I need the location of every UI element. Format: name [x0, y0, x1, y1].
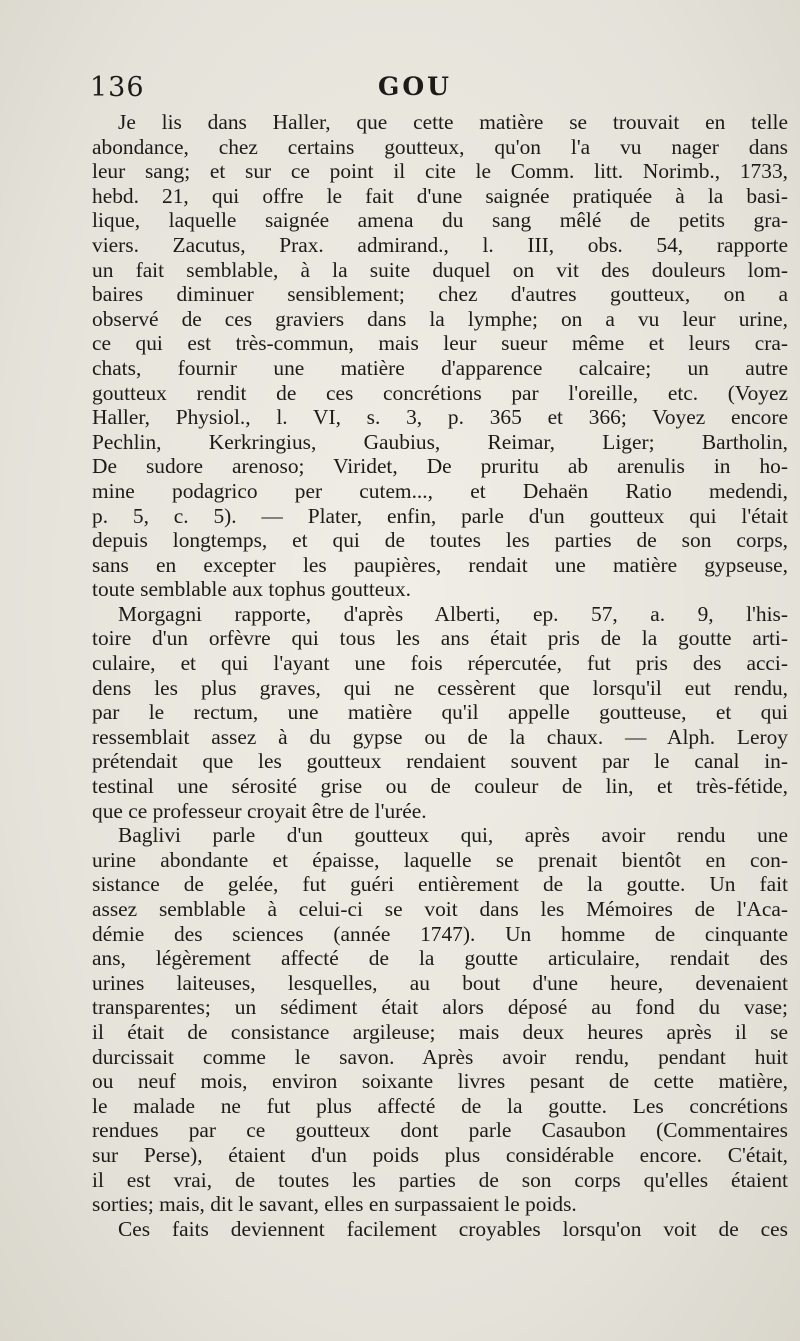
text-line: Pechlin, Kerkringius, Gaubius, Reimar, Liger; Bartholin,	[92, 429, 788, 454]
text-line: chats, fournir une matière d'apparence calcaire; un autre	[92, 355, 788, 380]
text-line: transparentes; un sédiment était alors déposé au fond du vase;	[92, 995, 788, 1020]
text-line: par le rectum, une matière qu'il appelle goutteuse, et qui	[92, 700, 788, 725]
running-head: GOU	[378, 72, 452, 101]
text-line: goutteux rendit de ces concrétions par l'oreille, etc. (Voyez	[92, 380, 788, 405]
text-line: Morgagni rapporte, d'après Alberti, ep. 57, a. 9, l'his-	[118, 601, 788, 626]
text-line: un fait semblable, à la suite duquel on vit des douleurs lom-	[92, 257, 788, 282]
text-line: il est vrai, de toutes les parties de son corps qu'elles étaient	[92, 1167, 788, 1192]
page-number: 136	[90, 72, 145, 103]
text-line: il était de consistance argileuse; mais deux heures après il se	[92, 1019, 788, 1044]
text-line: De sudore arenoso; Viridet, De pruritu ab arenulis in ho-	[92, 454, 788, 479]
text-line: sistance de gelée, fut guéri entièrement de la goutte. Un fait	[92, 872, 788, 897]
text-line: lique, laquelle saignée amena du sang mêlé de petits gra-	[92, 208, 788, 233]
text-line: mine podagrico per cutem..., et Dehaën Ratio medendi,	[92, 478, 788, 503]
text-line: testinal une sérosité grise ou de couleur de lin, et très-fétide,	[92, 774, 788, 799]
body-text	[92, 110, 788, 1241]
text-line: sorties; mais, dit le savant, elles en surpassaient le poids.	[92, 1192, 577, 1217]
text-line: démie des sciences (année 1747). Un homme de cinquante	[92, 921, 788, 946]
text-line: Ces faits deviennent facilement croyables lorsqu'on voit de ces	[118, 1216, 788, 1241]
text-line: culaire, et qui l'ayant une fois répercutée, fut pris des acci-	[92, 651, 788, 676]
text-line: Haller, Physiol., l. VI, s. 3, p. 365 et 366; Voyez encore	[92, 405, 788, 430]
text-line: urines laiteuses, lesquelles, au bout d'une heure, devenaient	[92, 970, 788, 995]
text-line: sans en excepter les paupières, rendait une matière gypseuse,	[92, 552, 788, 577]
text-line: observé de ces graviers dans la lymphe; on a vu leur urine,	[92, 306, 788, 331]
text-line: toire d'un orfèvre qui tous les ans était pris de la goutte arti-	[92, 626, 788, 651]
text-line: leur sang; et sur ce point il cite le Comm. litt. Norimb., 1733,	[92, 159, 788, 184]
text-line: assez semblable à celui-ci se voit dans les Mémoires de l'Aca-	[92, 897, 788, 921]
text-line: que ce professeur croyait être de l'urée.	[92, 798, 427, 823]
text-line: viers. Zacutus, Prax. admirand., l. III, obs. 54, rapporte	[92, 232, 788, 257]
text-line: baires diminuer sensiblement; chez d'autres goutteux, on a	[92, 282, 788, 307]
text-line: ans, légèrement affecté de la goutte articulaire, rendait des	[92, 946, 788, 971]
text-line: dens les plus graves, qui ne cessèrent que lorsqu'il eut rendu,	[92, 675, 788, 700]
text-line: rendues par ce goutteux dont parle Casaubon (Commentaires	[92, 1118, 788, 1143]
text-line: p. 5, c. 5). — Plater, enfin, parle d'un goutteux qui l'était	[92, 503, 788, 528]
text-line: sur Perse), étaient d'un poids plus considérable encore. C'était,	[92, 1142, 788, 1167]
text-line: toute semblable aux tophus goutteux.	[92, 577, 412, 602]
text-line: ressemblait assez à du gypse ou de la chaux. — Alph. Leroy	[92, 724, 788, 749]
page-header	[90, 72, 790, 106]
text-line: abondance, chez certains goutteux, qu'on l'a vu nager dans	[92, 134, 788, 159]
text-line: hebd. 21, qui offre le fait d'une saignée pratiquée à la basi-	[92, 183, 788, 208]
text-line: Je lis dans Haller, que cette matière se trouvait en telle	[118, 110, 788, 134]
text-line: urine abondante et épaisse, laquelle se prenait bientôt en con-	[92, 847, 788, 872]
text-line: depuis longtemps, et qui de toutes les parties de son corps,	[92, 528, 788, 553]
text-line: Baglivi parle d'un goutteux qui, après avoir rendu une	[118, 823, 788, 848]
text-line: ce qui est très-commun, mais leur sueur même et leurs cra-	[92, 331, 788, 356]
text-line: ou neuf mois, environ soixante livres pesant de cette matière,	[92, 1069, 788, 1094]
text-line: le malade ne fut plus affecté de la goutte. Les concrétions	[92, 1093, 788, 1118]
text-line: prétendait que les goutteux rendaient souvent par le canal in-	[92, 749, 788, 774]
text-line: durcissait comme le savon. Après avoir rendu, pendant huit	[92, 1044, 788, 1069]
